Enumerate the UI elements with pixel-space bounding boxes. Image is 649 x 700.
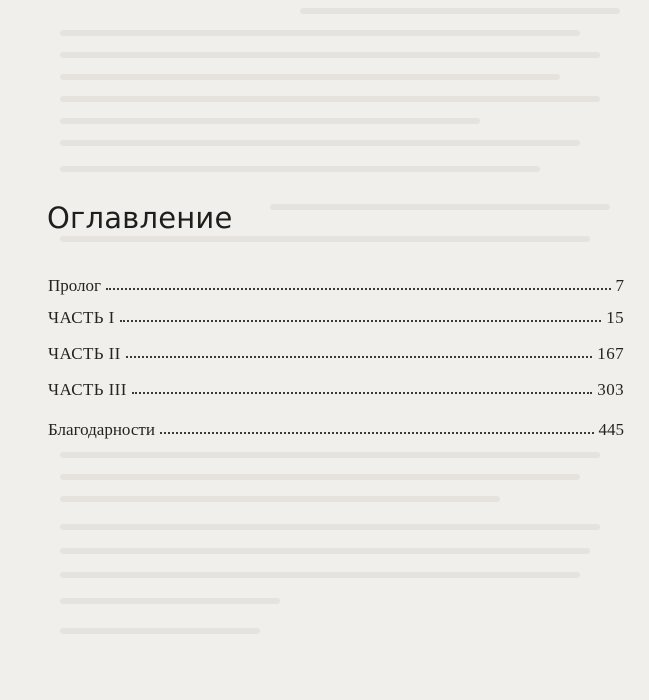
toc-entry-label: ЧАСТЬ I — [48, 308, 115, 327]
toc-entry-label: Пролог — [48, 276, 102, 295]
dot-leader — [160, 432, 594, 434]
toc-entry-part-3[interactable] — [48, 372, 624, 398]
toc-entry-part-1[interactable] — [48, 300, 624, 326]
toc-entry-label: ЧАСТЬ II — [48, 344, 121, 363]
toc-entry-page: 303 — [597, 380, 624, 399]
toc-heading: Оглавление — [47, 201, 233, 235]
toc-entry-acknowledgements[interactable] — [48, 412, 624, 438]
toc-entry-part-2[interactable] — [48, 336, 624, 362]
toc-entry-page: 7 — [615, 276, 624, 295]
toc-entry-label: ЧАСТЬ III — [48, 380, 127, 399]
toc-entry-prologue[interactable] — [48, 268, 624, 294]
dot-leader — [132, 392, 593, 394]
dot-leader — [126, 356, 593, 358]
toc-entry-label: Благодарности — [48, 420, 155, 439]
toc-entry-page: 15 — [606, 308, 624, 327]
dot-leader — [120, 320, 602, 322]
dot-leader — [106, 288, 610, 290]
toc-entry-page: 445 — [598, 420, 624, 439]
toc-entry-page: 167 — [597, 344, 624, 363]
